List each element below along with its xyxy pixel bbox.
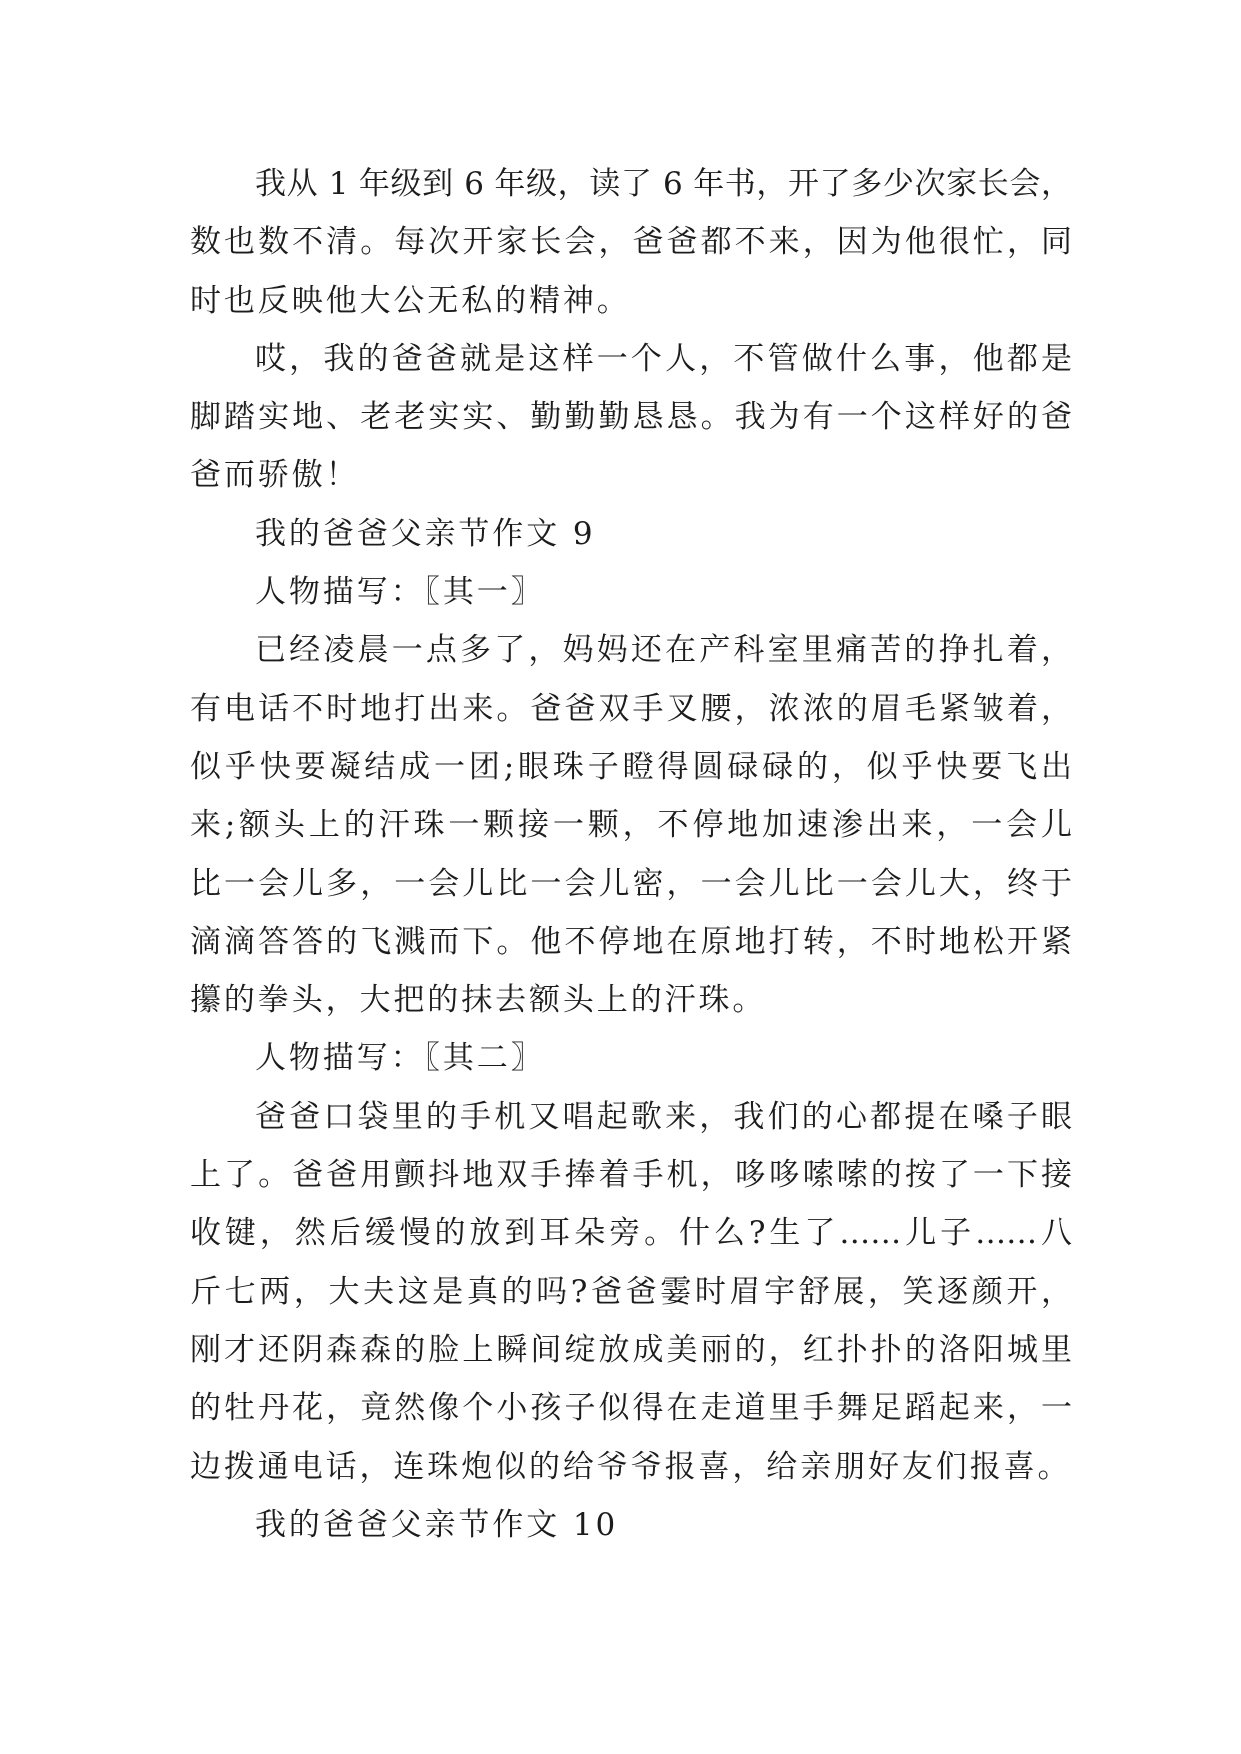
paragraph-line: 爸而骄傲！	[190, 457, 360, 494]
paragraph-line: 比一会儿多，一会儿比一会儿密，一会儿比一会儿大，终于	[190, 865, 1072, 902]
paragraph-line: 边拨通电话，连珠炮似的给爷爷报喜，给亲朋好友们报喜。	[190, 1448, 1072, 1485]
essay-title: 我的爸爸父亲节作文 9	[255, 515, 596, 552]
paragraph-line: 的牡丹花，竟然像个小孩子似得在走道里手舞足蹈起来，一	[190, 1390, 1072, 1427]
section-label: 人物描写：〖其二〗	[255, 1040, 545, 1077]
paragraph-line: 刚才还阴森森的脸上瞬间绽放成美丽的，红扑扑的洛阳城里	[190, 1331, 1072, 1368]
essay-section	[190, 1029, 1072, 1495]
document-body	[190, 155, 1072, 1554]
paragraph-line: 来;额头上的汗珠一颗接一颗，不停地加速渗出来，一会儿	[190, 807, 1072, 844]
paragraph-line: 斤七两，大夫这是真的吗?爸爸霎时眉宇舒展，笑逐颜开，	[190, 1273, 1072, 1310]
paragraph-line: 脚踏实地、老老实实、勤勤勤恳恳。我为有一个这样好的爸	[190, 399, 1072, 436]
paragraph-line: 有电话不时地打出来。爸爸双手叉腰，浓浓的眉毛紧皱着，	[190, 690, 1072, 727]
paragraph-line: 数也数不清。每次开家长会，爸爸都不来，因为他很忙，同	[190, 224, 1072, 261]
essay-section	[190, 563, 1072, 1029]
paragraph	[190, 330, 1072, 505]
paragraph-line: 时也反映他大公无私的精神。	[190, 282, 631, 319]
section-label: 人物描写：〖其一〗	[255, 574, 545, 611]
paragraph-line: 已经凌晨一点多了，妈妈还在产科室里痛苦的挣扎着，	[255, 632, 1072, 669]
paragraph-line: 哎，我的爸爸就是这样一个人，不管做什么事，他都是	[255, 340, 1072, 377]
paragraph-line: 爸爸口袋里的手机又唱起歌来，我们的心都提在嗓子眼	[255, 1098, 1072, 1135]
paragraph-line: 收键，然后缓慢的放到耳朵旁。什么?生了……儿子……八	[190, 1215, 1072, 1252]
essay-9	[190, 505, 1072, 1496]
paragraph-line: 我从 1 年级到 6 年级，读了 6 年书，开了多少次家长会，	[255, 166, 1072, 202]
paragraph	[190, 155, 1072, 330]
essay-title: 我的爸爸父亲节作文 10	[255, 1506, 619, 1543]
paragraph-line: 攥的拳头，大把的抹去额头上的汗珠。	[190, 982, 767, 1019]
essay-10	[190, 1496, 1072, 1554]
paragraph-line: 滴滴答答的飞溅而下。他不停地在原地打转，不时地松开紧	[190, 923, 1072, 960]
paragraph-line: 上了。爸爸用颤抖地双手捧着手机，哆哆嗦嗦的按了一下接	[190, 1157, 1072, 1194]
paragraph-line: 似乎快要凝结成一团;眼珠子瞪得圆碌碌的，似乎快要飞出	[190, 748, 1072, 785]
paragraph	[190, 621, 1072, 1029]
paragraph	[190, 1088, 1072, 1496]
